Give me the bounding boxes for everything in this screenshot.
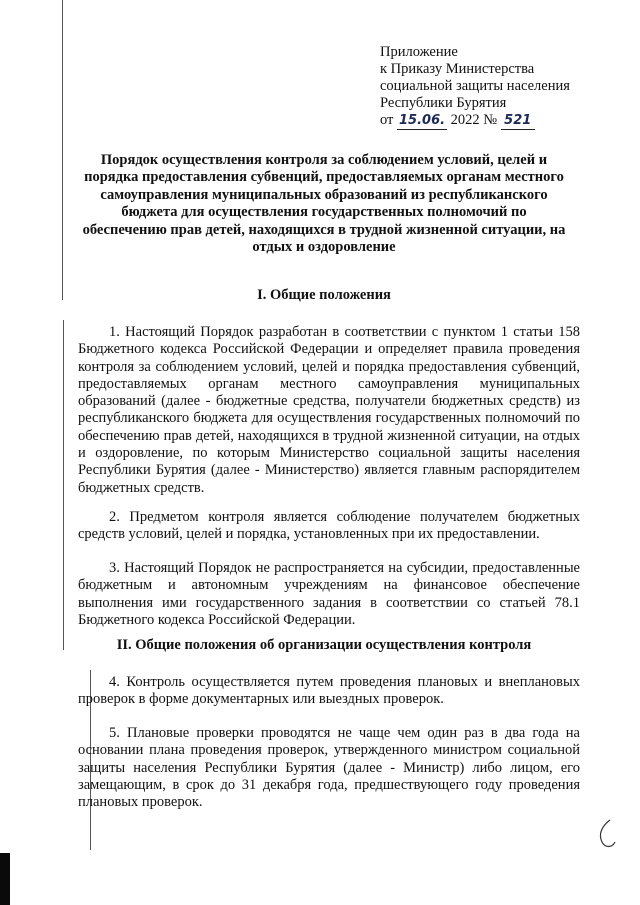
paragraph: 1. Настоящий Порядок разработан в соответствии с пунктом 1 статьи 158 Бюджетного кодекса Российской Федерации и определяет правила проведения контроля за соблюдением условий, целей и порядка предоставления субвенций, предоставляемых органам местного самоуправления муниципальных образований (далее - бюджетные средства, получатели бюджетных средств) из республиканского бюджета для осуществления государственных полномочий по обеспечению прав детей, находящихся в трудной жизненной ситуации, на отдых и оздоровление, по которым Министерство социальной защиты населения Республики Бурятия (далее - Министерство) является главным распорядителем бюджетных средств. [78, 324, 580, 496]
appendix-date-line [380, 112, 610, 130]
paragraph: 2. Предметом контроля является соблюдение получателем бюджетных средств условий, целей и порядка, установленных при их предоставлении. [78, 509, 580, 543]
appendix-line: социальной защиты населения [380, 78, 570, 94]
section-heading: II. Общие положения об организации осуществления контроля [116, 637, 532, 653]
section-heading: I. Общие положения [257, 287, 391, 303]
scan-edge-line [62, 0, 63, 300]
paragraph: 5. Плановые проверки проводятся не чаще чем один раз в два года на основании плана проведения проверок, утвержденного министром социальной защиты населения Республики Бурятия (далее - Министр) либо лицом, его замещающим, в срок до 31 декабря года, предшествующего году проведения плановых проверок. [78, 725, 580, 811]
document-title: Порядок осуществления контроля за соблюдением условий, целей и порядка предоставления субвенций, предоставляемых органам местного самоуправления муниципальных образований из республиканского бюджета для осуществления государственных полномочий по обеспечению прав детей, находящихся в трудной жизненной ситуации, на отдых и оздоровление [82, 152, 566, 256]
scan-edge-line [63, 320, 64, 650]
handwritten-date: 15.06. [399, 113, 446, 128]
date-year: 2022 № [450, 112, 498, 128]
scan-blot [0, 853, 10, 905]
appendix-line: Республики Бурятия [380, 95, 507, 111]
paragraph: 4. Контроль осуществляется путем проведения плановых и внеплановых проверок в форме документарных или выездных проверок. [78, 674, 580, 708]
appendix-line: к Приказу Министерства [380, 61, 535, 77]
date-prefix: от [380, 112, 394, 128]
paragraph: 3. Настоящий Порядок не распространяется на субсидии, предоставленные бюджетным и автономным учреждениям на финансовое обеспечение выполнения ими государственного задания в соответствии со статьей 78.1 Бюджетного кодекса Российской Федерации. [78, 560, 580, 628]
appendix-line: Приложение [380, 44, 458, 60]
handwritten-mark-icon [596, 818, 618, 852]
handwritten-order-number: 521 [501, 112, 535, 130]
appendix-block [380, 44, 610, 130]
